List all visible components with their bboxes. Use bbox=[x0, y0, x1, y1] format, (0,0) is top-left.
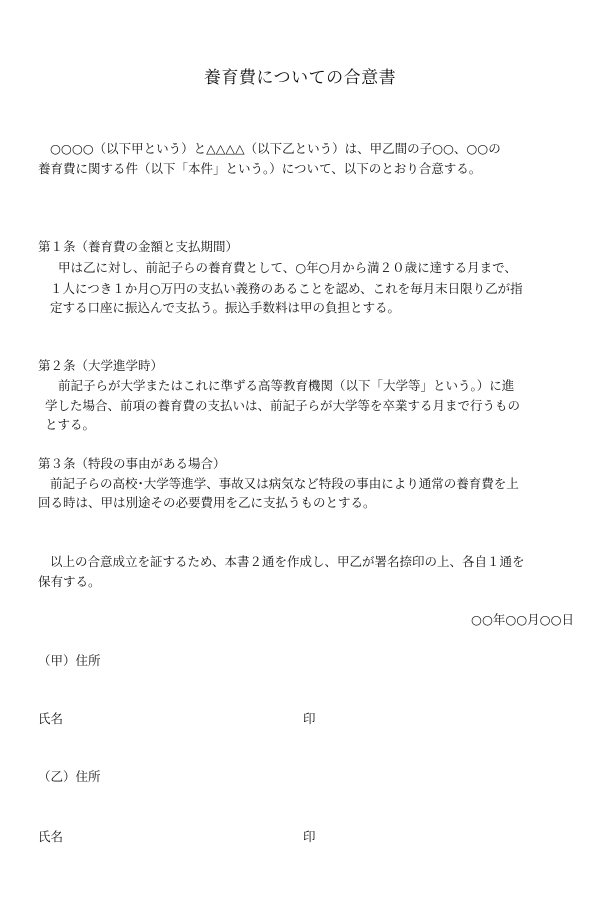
article-1-heading: 第１条（養育費の金額と支払期間） bbox=[38, 239, 239, 254]
article-1-line-2: １人につき１か月○万円の支払い義務のあることを認め、これを毎月末日限り乙が指 bbox=[50, 281, 523, 296]
party-b-name-label: 氏名 bbox=[38, 829, 64, 844]
closing-line-2: 保有する。 bbox=[38, 574, 101, 589]
article-2-heading: 第２条（大学進学時） bbox=[38, 358, 164, 373]
intro-line-2: 養育費に関する件（以下「本件」という。）について、以下のとおり合意する。 bbox=[38, 161, 482, 176]
document-title: 養育費についての合意書 bbox=[203, 68, 397, 88]
article-2-line-3: とする。 bbox=[45, 417, 96, 432]
party-a-address-label: （甲）住所 bbox=[38, 653, 101, 668]
article-3-line-1: 前記子らの高校･大学等進学、事故又は病気など特段の事由により通常の養育費を上 bbox=[50, 476, 519, 491]
article-1-line-3: 定する口座に振込んで支払う。振込手数料は甲の負担とする。 bbox=[50, 300, 401, 315]
article-2-line-2: 学した場合、前項の養育費の支払いは、前記子らが大学等を卒業する月まで行うもの bbox=[45, 398, 521, 413]
article-3-line-2: 回る時は、甲は別途その必要費用を乙に支払うものとする。 bbox=[38, 495, 376, 510]
article-2-line-1: 前記子らが大学またはこれに準ずる高等教育機関（以下「大学等」という。）に進 bbox=[58, 378, 515, 393]
party-a-seal-label: 印 bbox=[303, 711, 316, 726]
party-b-address-label: （乙）住所 bbox=[38, 769, 101, 784]
party-a-name-label: 氏名 bbox=[38, 711, 64, 726]
document-date: ○○年○○月○○日 bbox=[471, 612, 574, 627]
article-3-heading: 第３条（特段の事由がある場合） bbox=[38, 456, 226, 471]
party-b-seal-label: 印 bbox=[303, 829, 316, 844]
closing-line-1: 以上の合意成立を証するため、本書２通を作成し、甲乙が署名捺印の上、各自１通を bbox=[50, 554, 525, 569]
article-1-line-1: 甲は乙に対し、前記子らの養育費として、○年○月から満２０歳に達する月まで、 bbox=[58, 260, 517, 275]
intro-line-1: ○○○○（以下甲という）と△△△△（以下乙という）は、甲乙間の子○○、○○の bbox=[50, 141, 501, 156]
